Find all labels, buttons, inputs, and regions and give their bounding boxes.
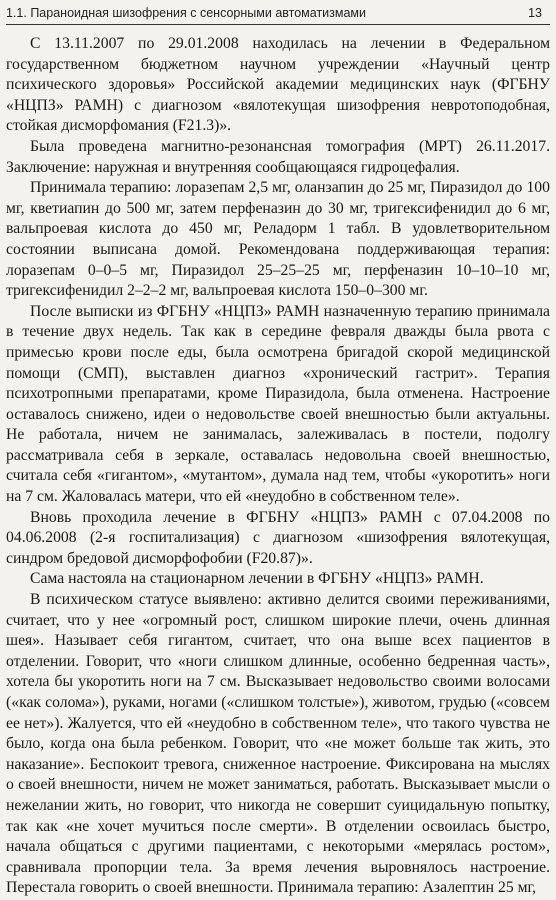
chapter-title: 1.1. Параноидная шизофрения с сенсорными автоматизмами: [6, 6, 367, 20]
paragraph-treatment-2007: С 13.11.2007 по 29.01.2008 находилась на лечении в Федеральном государственном бюджетном научном учреждении «Научный центр психического здоровья» Российской академии медицинских наук (ФГБНУ «НЦПЗ» РАМН) с диагнозом «вялотекущая шизофрения невротоподобная, стойкая дисморфомания (F21.3)».: [6, 35, 550, 135]
paragraph-second-hospitalization: Вновь проходила лечение в ФГБНУ «НЦПЗ» РАМН с 07.04.2008 по 04.06.2008 (2-я госпитализация) с диагнозом «шизофрения вялотекущая, синдром бредовой дисморфофобии (F20.87)».: [6, 508, 550, 567]
paragraph-after-discharge: После выписки из ФГБНУ «НЦПЗ» РАМН назначенную терапию принимала в течение двух недель. Так как в середине февраля дважды была рвота с примесью крови после еды, была осмотрена бригадой скорой медицинской помощи (СМП), выставлен диагноз «хронический гастрит». Терапия психотропными препаратами, кроме Пиразидола, была отменена. Настроение оставалось снижено, идеи о недовольстве своей внешностью были актуальны. Не работала, ничем не занималась, залеживалась в постели, подолгу рассматривала себя в зеркале, оставалась недовольна своей внешностью, считала себя «гигантом», «мутантом», думала над тем, чтобы «укоротить» ноги на 7 см. Жаловалась матери, что ей «неудобно в собственном теле».: [6, 302, 550, 506]
running-header: [6, 3, 542, 23]
header-divider: [6, 24, 550, 25]
paragraph-mental-status: В психическом статусе выявлено: активно делится своими переживаниями, считает, что у нее «огромный рост, слишком широкие плечи, очень длинная шея». Называет себя гигантом, считает, что она выше всех пациентов в отделении. Говорит, что «ноги слишком длинные, особенно бедренная часть», хотела бы укоротить ноги на 7 см. Высказывает недовольство своими волосами («как солома»), руками, ногами («слишком толстые»), животом, грудью («совсем ее нет»). Жалуется, что ей «неудобно в собственном теле», что такого чувства не было, когда она была ребенком. Говорит, что «не может больше так жить, это наказание». Беспокоит тревога, сниженное настроение. Фиксирована на мыслях о своей внешности, ничем не может заниматься, работать. Высказывает мысли о нежелании жить, но говорит, что никогда не совершит суицидальную попытку, так как «не хочет мучиться после смерти». В отделении освоилась быстро, начала общаться с другими пациентами, с некоторыми «мерялась ростом», сравнивала пропорции тела. За время лечения выровнялось настроение. Перестала говорить о своей внешности. Принимала терапию: Азалептин 25 мг,: [6, 591, 550, 897]
body-text: [6, 34, 550, 899]
paragraph-therapy: Принимала терапию: лоразепам 2,5 мг, оланзапин до 25 мг, Пиразидол до 100 мг, кветиапин до 500 мг, затем перфеназин до 30 мг, тригексифенидил до 6 мг, вальпроевая кислота до 450 мг, Реладорм 1 табл. В удовлетворительном состоянии выписана домой. Рекомендована поддерживающая терапия: лоразепам 0–0–5 мг, Пиразидол 25–25–25 мг, перфеназин 10–10–10 мг, тригексифенидил 2–2–2 мг, вальпроевая кислота 150–0–300 мг.: [6, 179, 550, 300]
page-number: 13: [528, 6, 542, 20]
paragraph-mri: Была проведена магнитно-резонансная томография (МРТ) 26.11.2017. Заключение: наружная и внутренняя сообщающаяся гидроцефалия.: [6, 137, 550, 176]
paragraph-insisted-inpatient: Сама настояла на стационарном лечении в ФГБНУ «НЦПЗ» РАМН.: [30, 570, 484, 588]
